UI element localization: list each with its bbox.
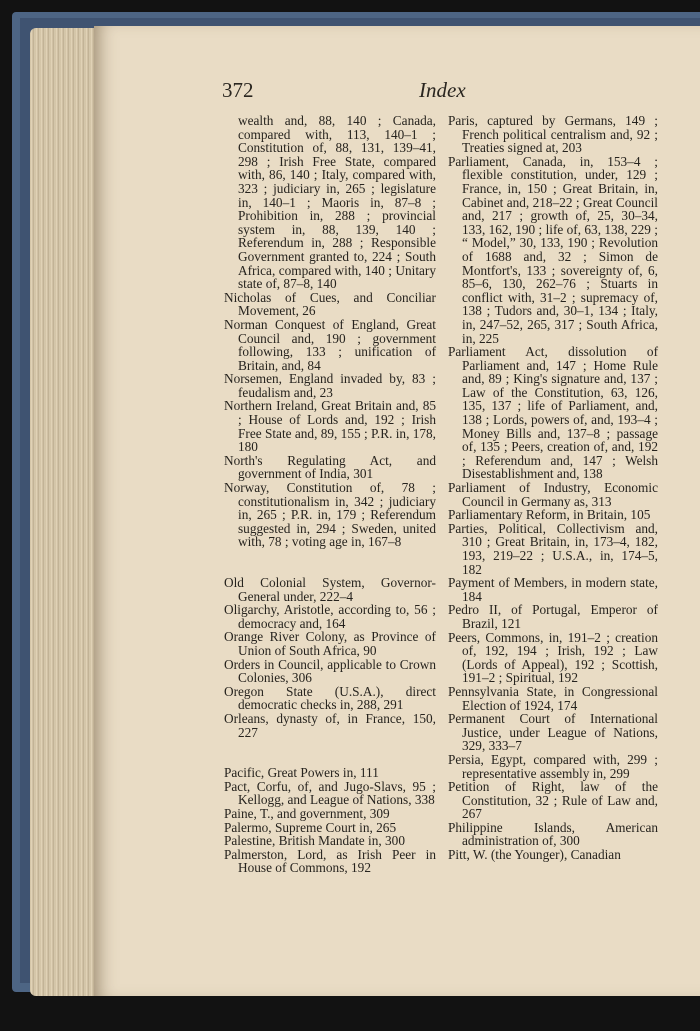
letter-gap	[224, 739, 436, 766]
index-entry: Parliament, Canada, in, 153–4 ; flexible constitution, under, 129 ; France, in, 150 ; Great Britain, in, Cabinet and, 218–22 ; Great Council and, 217 ; growth of, 25, 30–34, 133, 162, 190 ; life of, 63, 138, 229 ; “ Model,” 30, 133, 190 ; Revolution of 1688 and, 32 ; Simon de Montfort's, 133 ; sovereignty of, 6, 85–6, 130, 262–76 ; Stuarts in conflict with, 31–2 ; supremacy of, 138 ; Tudors and, 30–1, 134 ; Italy, in, 247–52, 265, 317 ; South Africa, in, 225	[448, 153, 658, 346]
index-entry: North's Regulating Act, and government of India, 301	[224, 452, 436, 482]
index-entry: Norman Conquest of England, Great Council and, 190 ; government following, 133 ; unification of Britain, and, 84	[224, 316, 436, 373]
index-entry: Norway, Constitution of, 78 ; constitutionalism in, 342 ; judiciary in, 265 ; P.R. in, 179 ; Referendum suggested in, 294 ; Sweden, united with, 78 ; voting age in, 167–8	[224, 480, 436, 550]
index-entry: Parliament Act, dissolution of Parliament and, 147 ; Home Rule and, 89 ; King's signature and, 137 ; Law of the Constitution, 63, 126, 135, 137 ; life of Parliament, and, 138 ; Lords, powers of, and, 193–4 ; Money Bills and, 137–8 ; passage of, 135 ; Peers, creation of, and, 192 ; Referendum and, 147 ; Welsh Disestablishment and, 138	[448, 344, 658, 482]
index-entry: Parties, Political, Collectivism and, 310 ; Great Britain, in, 173–4, 182, 193, 219–22 ; U.S.A., in, 174–5, 182	[448, 520, 658, 577]
page-number: 372	[222, 78, 254, 102]
index-entry: Palestine, British Mandate in, 300	[224, 833, 405, 849]
index-entry: Oregon State (U.S.A.), direct democratic checks in, 288, 291	[224, 683, 436, 713]
index-entry: Paris, captured by Germans, 149 ; French political centralism and, 92 ; Treaties signed at, 203	[448, 113, 658, 156]
index-entry: wealth and, 88, 140 ; Canada, compared with, 113, 140–1 ; Constitution of, 88, 131, 139–41, 298 ; Irish Free State, compared with, 86, 140 ; Italy, compared with, 323 ; judiciary in, 265 ; legislature in, 140–1 ; Maoris in, 87–8 ; Prohibition in, 288 ; provincial system in, 88, 139, 140 ; Referendum in, 288 ; Responsible Government granted to, 224 ; South Africa, compared with, 140 ; Unitary state of, 87–8, 140	[238, 113, 436, 292]
index-entry: Oligarchy, Aristotle, according to, 56 ; democracy and, 164	[224, 602, 436, 631]
index-entry: Philippine Islands, American administration of, 300	[448, 819, 658, 849]
index-entry: Palermo, Supreme Court in, 265	[224, 819, 397, 835]
running-head: Index	[419, 78, 466, 102]
index-column-right	[448, 114, 658, 862]
index-entry: Palmerston, Lord, as Irish Peer in House of Commons, 192	[224, 846, 436, 876]
index-entry: Nicholas of Cues, and Conciliar Movement, 26	[224, 289, 436, 319]
index-entry: Pedro II, of Portugal, Emperor of Brazil, 121	[448, 602, 658, 631]
index-entry: Orleans, dynasty of, in France, 150, 227	[224, 710, 436, 740]
index-entry: Old Colonial System, Governor-General under, 222–4	[224, 575, 436, 604]
index-entry: Pacific, Great Powers in, 111	[224, 765, 379, 781]
index-entry: Pact, Corfu, of, and Jugo-Slavs, 95 ; Kellogg, and League of Nations, 338	[224, 778, 436, 808]
index-entry: Orange River Colony, as Province of Union of South Africa, 90	[224, 629, 436, 658]
index-entry: Payment of Members, in modern state, 184	[448, 575, 658, 604]
page-edges	[30, 28, 102, 996]
index-entry: Orders in Council, applicable to Crown Colonies, 306	[224, 656, 436, 686]
index-entry: Petition of Right, law of the Constitution, 32 ; Rule of Law and, 267	[448, 779, 658, 822]
letter-gap	[224, 549, 436, 576]
index-entry: Permanent Court of International Justice, under League of Nations, 329, 333–7	[448, 711, 658, 754]
index-entry: Persia, Egypt, compared with, 299 ; representative assembly in, 299	[448, 751, 658, 781]
index-entry: Pennsylvania State, in Congressional Election of 1924, 174	[448, 683, 658, 713]
index-entry: Paine, T., and government, 309	[224, 805, 390, 821]
index-entry: Parliament of Industry, Economic Council in Germany as, 313	[448, 480, 658, 509]
index-entry: Northern Ireland, Great Britain and, 85 ; House of Lords and, 192 ; Irish Free State and, 89, 155 ; P.R. in, 178, 180	[224, 398, 436, 455]
index-column-left	[224, 114, 436, 875]
index-entry: Norsemen, England invaded by, 83 ; feudalism and, 23	[224, 371, 436, 400]
index-entry: Parliamentary Reform, in Britain, 105	[448, 507, 651, 523]
page-header	[222, 78, 466, 104]
index-entry: Pitt, W. (the Younger), Canadian	[448, 847, 621, 863]
index-entry: Peers, Commons, in, 191–2 ; creation of, 192, 194 ; Irish, 192 ; Law (Lords of Appeal), 192 ; Scottish, 191–2 ; Spiritual, 192	[448, 629, 658, 686]
